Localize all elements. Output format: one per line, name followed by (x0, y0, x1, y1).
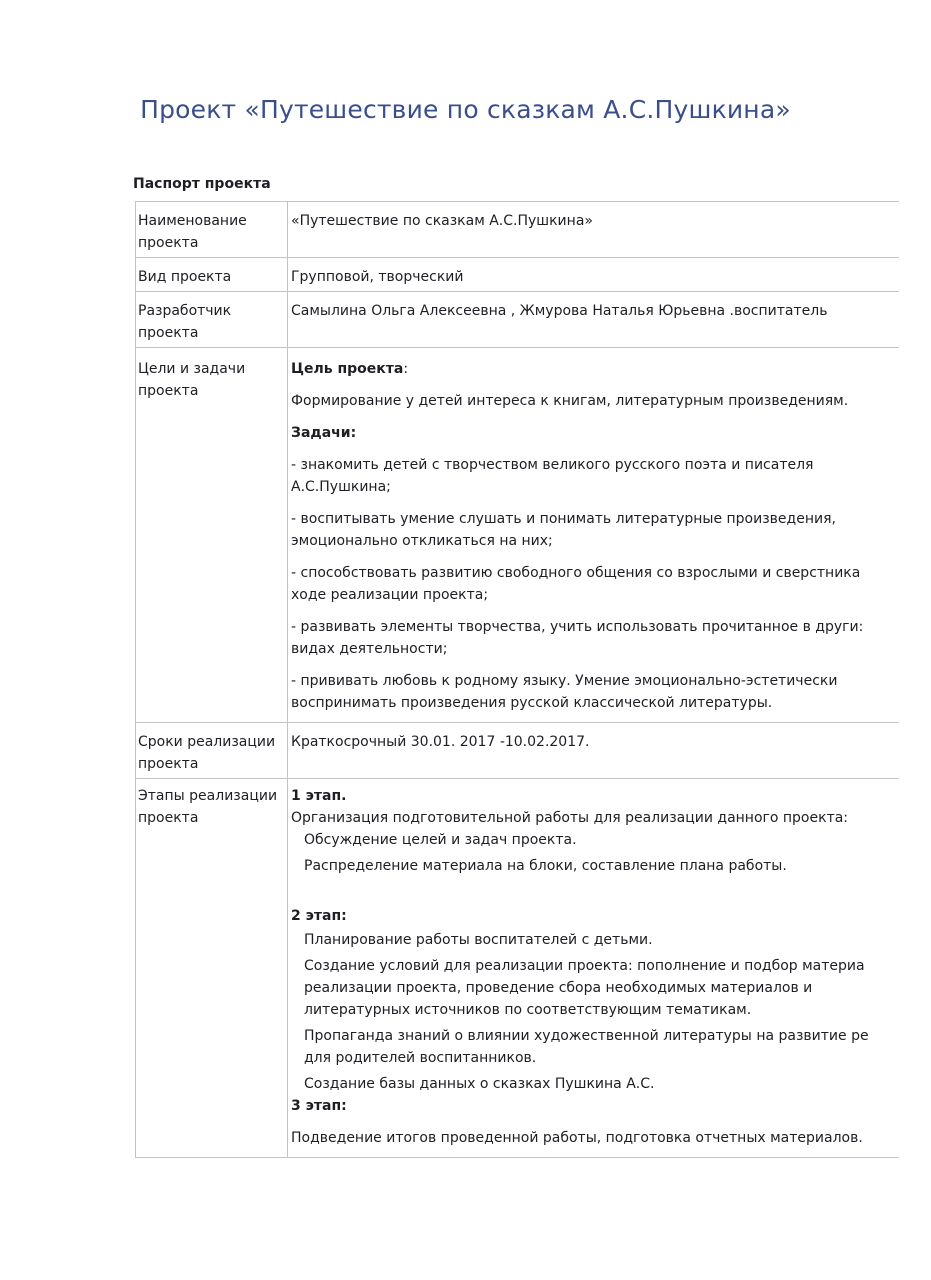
task-line: эмоционально откликаться на них; (291, 533, 553, 549)
stage-2-item (291, 1073, 899, 1095)
task-line: - способствовать развитию свободного общения со взрослыми и сверстника (291, 565, 861, 581)
stage-2-heading: 2 этап: (291, 908, 347, 924)
stage-1-intro: Организация подготовительной работы для реализации данного проекта: (291, 810, 849, 826)
task-line: - прививать любовь к родному языку. Умение эмоционально-эстетически (291, 673, 838, 689)
stage-2-item (291, 929, 899, 951)
stage-2-line: Пропаганда знаний о влиянии художественной литературы на развитие ре (304, 1028, 869, 1044)
stage-1-heading: 1 этап. (291, 788, 347, 804)
table-row-terms (136, 723, 899, 779)
row-label: Вид проекта (136, 258, 288, 292)
stage-2-item (291, 955, 899, 1021)
row-value: «Путешествие по сказкам А.С.Пушкина» (288, 202, 899, 258)
stage-2-line: литературных источников по соответствующим тематикам. (304, 1002, 752, 1018)
stage-2-item (291, 1025, 899, 1069)
goal-heading-line (291, 358, 899, 380)
stage-3-heading: 3 этап: (291, 1098, 347, 1114)
stage-2-line: Создание условий для реализации проекта: пополнение и подбор материа (304, 958, 865, 974)
task-item (291, 454, 899, 498)
task-line: - знакомить детей с творчеством великого русского поэта и писателя (291, 457, 814, 473)
task-item (291, 562, 899, 606)
row-value: Краткосрочный 30.01. 2017 -10.02.2017. (288, 723, 899, 779)
task-item (291, 670, 899, 714)
goal-text: Формирование у детей интереса к книгам, литературным произведениям. (291, 393, 849, 409)
section-heading: Паспорт проекта (133, 176, 271, 192)
goal-colon: : (403, 361, 409, 377)
stage-1-item: Распределение материала на блоки, составление плана работы. (304, 858, 787, 874)
task-line: ходе реализации проекта; (291, 587, 489, 603)
table-row-stages (136, 779, 899, 1158)
task-item (291, 616, 899, 660)
row-label: Наименование проекта (136, 202, 288, 258)
task-line: воспринимать произведения русской классической литературы. (291, 695, 773, 711)
tasks-heading: Задачи: (291, 425, 357, 441)
task-item (291, 508, 899, 552)
row-value: Самылина Ольга Алексеевна , Жмурова Наталья Юрьевна .воспитатель (288, 292, 899, 348)
row-label: Этапы реализации проекта (136, 779, 288, 1158)
table-row-project-type (136, 258, 899, 292)
task-line: видах деятельности; (291, 641, 448, 657)
table-row-project-developer (136, 292, 899, 348)
row-label: Разработчик проекта (136, 292, 288, 348)
table-row-project-name (136, 202, 899, 258)
table-row-goals-and-tasks (136, 348, 899, 723)
stage-2-line: Планирование работы воспитателей с детьми. (304, 932, 653, 948)
stage-2-line: реализации проекта, проведение сбора необходимых материалов и (304, 980, 813, 996)
task-line: А.С.Пушкина; (291, 479, 391, 495)
stage-1-item: Обсуждение целей и задач проекта. (304, 832, 577, 848)
row-value: Групповой, творческий (288, 258, 899, 292)
task-line: - воспитывать умение слушать и понимать литературные произведения, (291, 511, 836, 527)
row-label: Сроки реализации проекта (136, 723, 288, 779)
stage-3-text: Подведение итогов проведенной работы, подготовка отчетных материалов. (291, 1130, 863, 1146)
row-value (288, 779, 899, 1158)
page-title: Проект «Путешествие по сказкам А.С.Пушкина» (140, 95, 791, 124)
stage-2-line: Создание базы данных о сказках Пушкина А.С. (304, 1076, 655, 1092)
goal-heading: Цель проекта (291, 361, 404, 377)
project-passport-table (135, 201, 899, 1158)
row-value (288, 348, 899, 723)
stage-2-line: для родителей воспитанников. (304, 1050, 537, 1066)
row-label: Цели и задачи проекта (136, 348, 288, 723)
task-line: - развивать элементы творчества, учить использовать прочитанное в други: (291, 619, 864, 635)
